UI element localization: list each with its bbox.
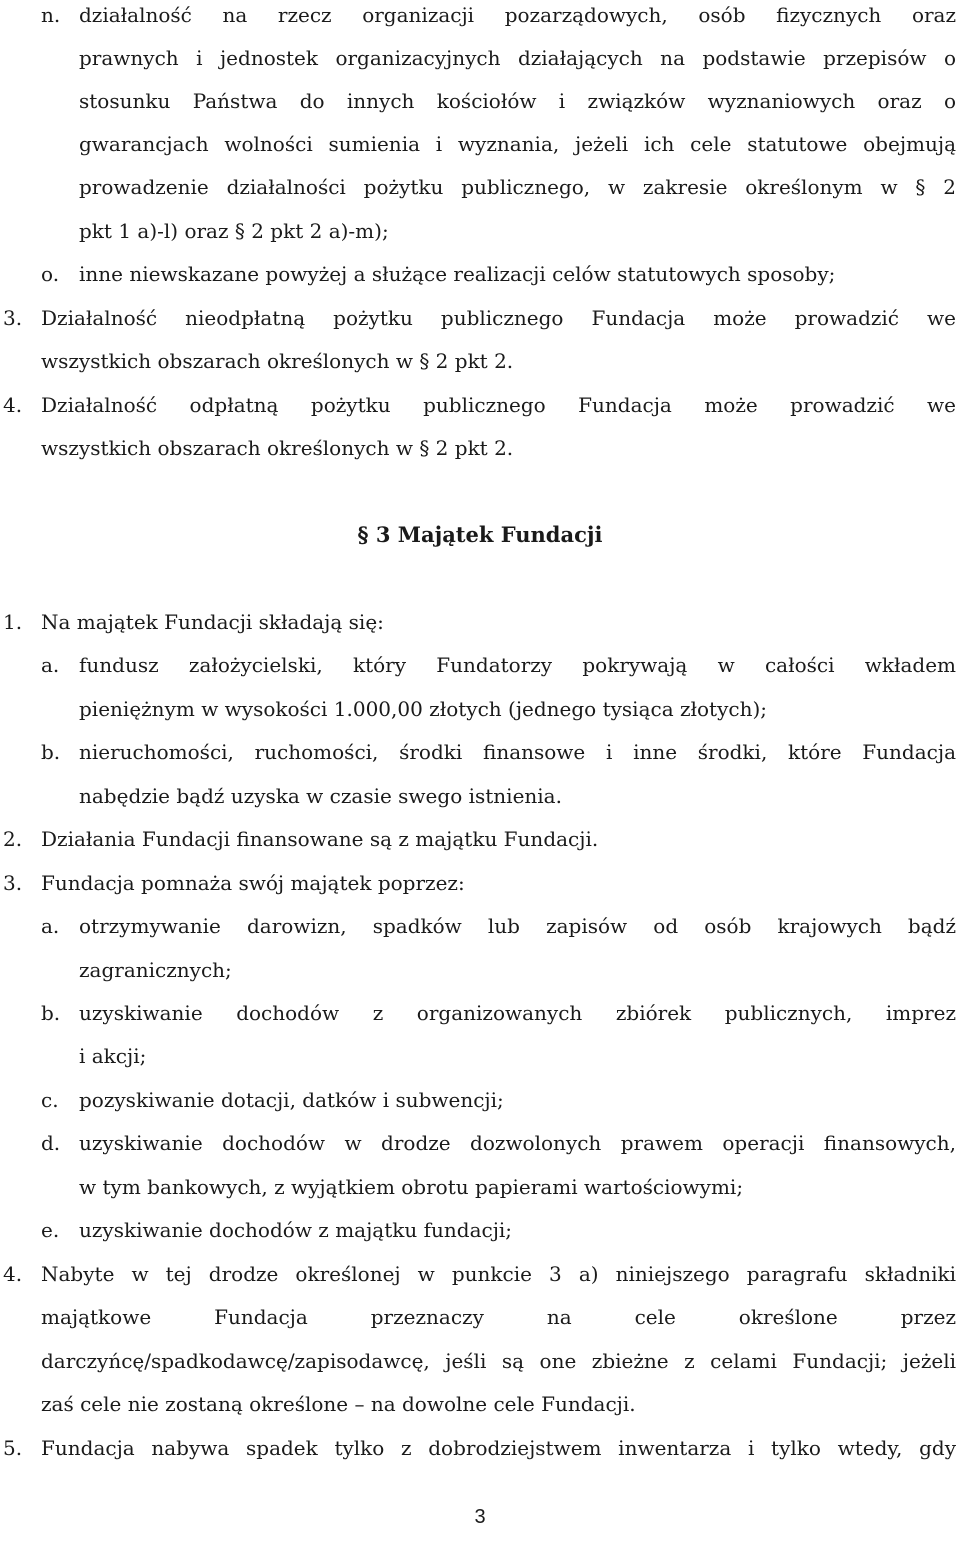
list-item-line: Działalność odpłatną pożytku publicznego Fundacja może prowadzić we	[41, 393, 956, 417]
list-marker: a.	[41, 653, 60, 677]
list-item-line: uzyskiwanie dochodów w drodze dozwolonych prawem operacji finansowych,	[79, 1131, 956, 1155]
list-item-line: gwarancjach wolności sumienia i wyznania, jeżeli ich cele statutowe obejmują	[79, 132, 956, 156]
list-item-line: uzyskiwanie dochodów z majątku fundacji;	[79, 1218, 513, 1242]
page-number: 3	[474, 1506, 486, 1528]
list-item-line: wszystkich obszarach określonych w § 2 pkt 2.	[41, 436, 514, 460]
list-item-line: i akcji;	[79, 1044, 147, 1068]
list-item-line: Fundacja nabywa spadek tylko z dobrodziejstwem inwentarza i tylko wtedy, gdy	[41, 1436, 956, 1460]
list-item-line: Na majątek Fundacji składają się:	[41, 610, 384, 634]
list-item-line: Działalność nieodpłatną pożytku publicznego Fundacja może prowadzić we	[41, 306, 956, 330]
list-marker: c.	[41, 1088, 59, 1112]
list-item-line: zagranicznych;	[79, 958, 232, 982]
list-item-line: działalność na rzecz organizacji pozarządowych, osób fizycznych oraz	[79, 3, 956, 27]
list-item-line: stosunku Państwa do innych kościołów i związków wyznaniowych oraz o	[79, 89, 956, 113]
list-item-line: nieruchomości, ruchomości, środki finansowe i inne środki, które Fundacja	[79, 740, 956, 764]
list-item-line: nabędzie bądź uzyska w czasie swego istnienia.	[79, 784, 562, 808]
list-marker: a.	[41, 914, 60, 938]
list-marker: 2.	[3, 827, 23, 851]
list-marker: b.	[41, 1001, 61, 1025]
list-item-line: pozyskiwanie dotacji, datków i subwencji;	[79, 1088, 504, 1112]
list-marker: 3.	[3, 871, 23, 895]
list-marker: 3.	[3, 306, 23, 330]
list-marker: d.	[41, 1131, 61, 1155]
list-item-line: darczyńcę/spadkodawcę/zapisodawcę, jeśli są one zbieżne z celami Fundacji; jeżeli	[41, 1349, 956, 1373]
list-item-line: Fundacja pomnaża swój majątek poprzez:	[41, 871, 465, 895]
list-marker: 1.	[3, 610, 23, 634]
list-marker: e.	[41, 1218, 60, 1242]
list-item-line: pieniężnym w wysokości 1.000,00 złotych (jednego tysiąca złotych);	[79, 697, 768, 721]
list-item-line: prawnych i jednostek organizacyjnych działających na podstawie przepisów o	[79, 46, 956, 70]
list-item-line: Nabyte w tej drodze określonej w punkcie 3 a) niniejszego paragrafu składniki	[41, 1262, 956, 1286]
list-item-line: zaś cele nie zostaną określone – na dowolne cele Fundacji.	[41, 1392, 636, 1416]
list-item-line: Działania Fundacji finansowane są z majątku Fundacji.	[41, 827, 599, 851]
list-marker: b.	[41, 740, 61, 764]
section-heading: § 3 Majątek Fundacji	[357, 522, 603, 547]
list-item-line: inne niewskazane powyżej a służące realizacji celów statutowych sposoby;	[79, 262, 836, 286]
list-marker: 4.	[3, 393, 23, 417]
list-item-line: wszystkich obszarach określonych w § 2 pkt 2.	[41, 349, 514, 373]
list-item-line: uzyskiwanie dochodów z organizowanych zbiórek publicznych, imprez	[79, 1001, 956, 1025]
list-marker: n.	[41, 3, 61, 27]
list-item-line: otrzymywanie darowizn, spadków lub zapisów od osób krajowych bądź	[79, 914, 956, 938]
list-item-line: fundusz założycielski, który Fundatorzy pokrywają w całości wkładem	[79, 653, 956, 677]
list-item-line: prowadzenie działalności pożytku publicznego, w zakresie określonym w § 2	[79, 175, 956, 199]
list-item-line: majątkowe Fundacja przeznaczy na cele określone przez	[41, 1305, 956, 1329]
list-marker: 4.	[3, 1262, 23, 1286]
list-marker: 5.	[3, 1436, 23, 1460]
list-marker: o.	[41, 262, 60, 286]
list-item-line: w tym bankowych, z wyjątkiem obrotu papierami wartościowymi;	[79, 1175, 744, 1199]
list-item-line: pkt 1 a)-l) oraz § 2 pkt 2 a)-m);	[79, 219, 389, 243]
